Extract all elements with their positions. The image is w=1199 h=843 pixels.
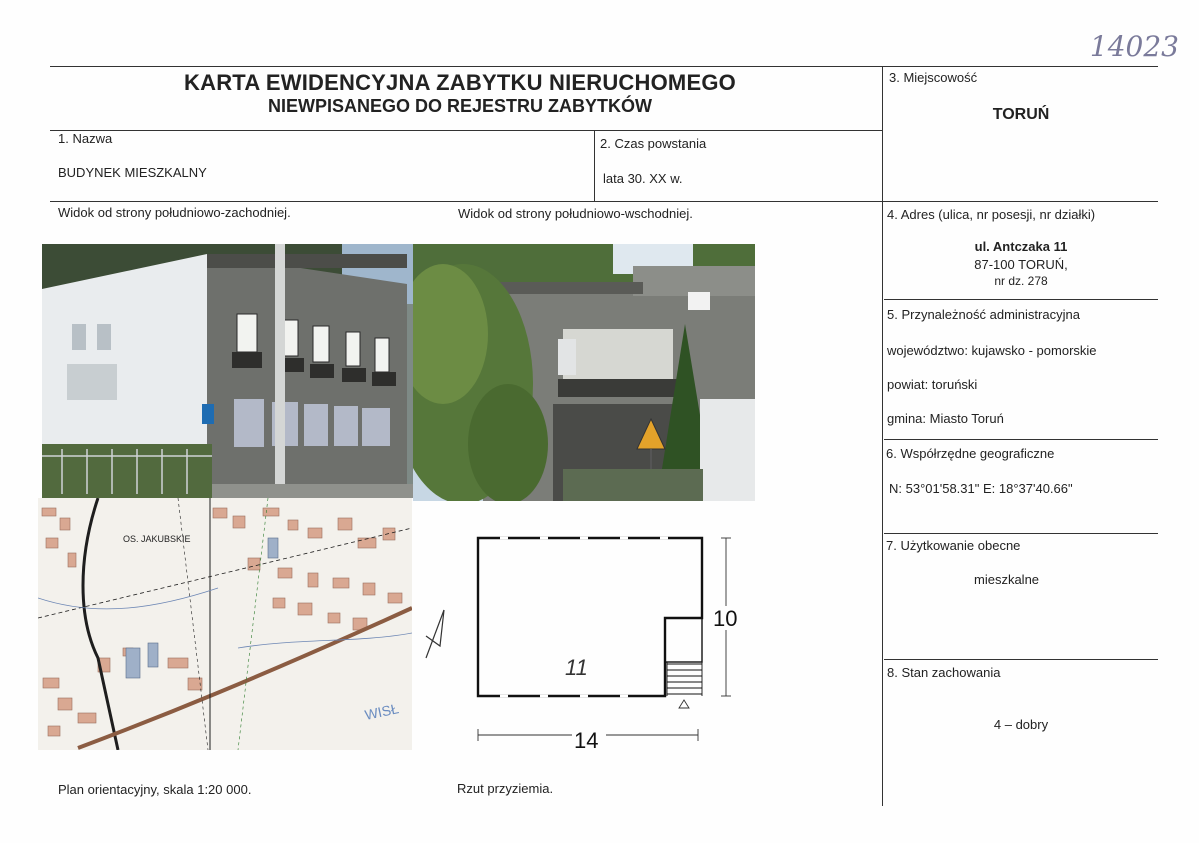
address-city: 87-100 TORUŃ, <box>974 257 1068 272</box>
name-value: BUDYNEK MIESZKALNY <box>58 165 207 180</box>
right-column-divider <box>882 66 883 806</box>
use-value: mieszkalne <box>974 572 1040 587</box>
address-label: 4. Adres (ulica, nr posesji, nr działki) <box>887 207 1096 222</box>
address-plot: nr dz. 278 <box>994 274 1048 288</box>
card-subtitle: NIEWPISANEGO DO REJESTRU ZABYTKÓW <box>267 96 653 116</box>
locality-value: TORUŃ <box>992 106 1050 123</box>
map-label-river: WISŁ <box>363 700 401 723</box>
top-border <box>50 66 1158 67</box>
period-label: 2. Czas powstania <box>600 136 707 151</box>
inventory-number: 14023 <box>1089 30 1179 63</box>
plan-depth-dimension: 10 <box>713 606 738 631</box>
admin-county: powiat: toruński <box>887 377 978 392</box>
period-value: lata 30. XX w. <box>603 171 683 186</box>
locality-label: 3. Miejscowość <box>889 70 978 85</box>
row1-divider <box>50 201 1158 202</box>
caption-photo-sw: Widok od strony południowo-zachodniej. <box>58 205 291 220</box>
admin-divider <box>884 439 1158 440</box>
ground-floor-plan <box>470 530 750 760</box>
caption-plan: Rzut przyziemia. <box>457 781 554 796</box>
address-divider <box>884 299 1158 300</box>
orientation-map <box>38 498 412 750</box>
coords-value: N: 53°01'58.31" E: 18°37'40.66" <box>889 481 1073 496</box>
name-label: 1. Nazwa <box>58 131 113 146</box>
caption-map: Plan orientacyjny, skala 1:20 000. <box>58 782 252 797</box>
condition-value: 4 – dobry <box>993 717 1049 732</box>
caption-photo-se: Widok od strony południowo-wschodniej. <box>458 206 693 221</box>
card-title: KARTA EWIDENCYJNA ZABYTKU NIERUCHOMEGO <box>184 70 736 95</box>
header-divider <box>50 130 882 131</box>
condition-label: 8. Stan zachowania <box>887 665 1001 680</box>
use-divider <box>884 659 1158 660</box>
plan-width-dimension: 14 <box>574 728 599 753</box>
coords-label: 6. Współrzędne geograficzne <box>886 446 1055 461</box>
name-period-divider <box>594 130 595 201</box>
admin-voivodeship: województwo: kujawsko - pomorskie <box>887 343 1097 358</box>
address-street: ul. Antczaka 11 <box>974 239 1068 254</box>
admin-commune: gmina: Miasto Toruń <box>887 411 1004 426</box>
north-arrow-icon <box>422 606 448 662</box>
photo-southwest-view <box>42 244 413 498</box>
plan-house-number: 11 <box>565 655 588 680</box>
map-label-district: OS. JAKUBSKIE <box>123 534 191 544</box>
coords-divider <box>884 533 1158 534</box>
entrance-triangle-icon <box>679 700 689 708</box>
use-label: 7. Użytkowanie obecne <box>886 538 1021 553</box>
admin-label: 5. Przynależność administracyjna <box>887 307 1080 322</box>
photo-southeast-view <box>413 244 755 501</box>
